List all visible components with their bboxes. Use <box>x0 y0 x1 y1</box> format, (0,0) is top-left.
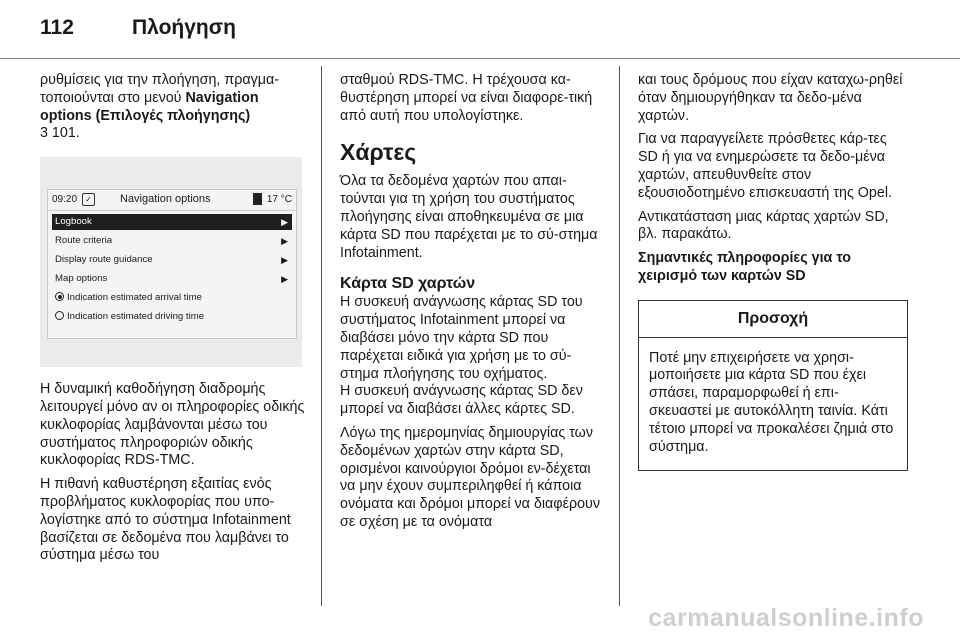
paragraph-map-date: Λόγω της ημερομηνίας δημιουργίας των δεδομένων χαρτών στην κάρτα SD, ορισμένοι καινούργιοι δρόμοι εν-δέχεται να μην έχουν συμπεριληφθεί ή κάποια ονόματα και δρόμοι μπορεί να διαφέρουν σε σχέση με τα ονόματα <box>340 424 600 530</box>
menu-item-map-options[interactable]: Map options ▶ <box>52 271 292 287</box>
screen-temperature: 17 °C <box>266 194 292 206</box>
chevron-right-icon: ▶ <box>281 274 288 285</box>
menu-item-display-route-guidance[interactable]: Display route guidance ▶ <box>52 252 292 268</box>
chevron-right-icon: ▶ <box>281 255 288 266</box>
radio-driving-time[interactable]: Indication estimated driving time <box>52 309 292 325</box>
heading-sd-handling: Σημαντικές πληροφορίες για το χειρισμό των καρτών SD <box>638 250 852 284</box>
nav-status-icon: ✓ <box>82 193 95 206</box>
screen-title: Navigation options <box>120 193 211 206</box>
caution-text: Ποτέ μην επιχειρήσετε να χρησι-μοποιήσετε μια κάρτα SD που έχει σπάσει, παραμορφωθεί ή επι-σκευαστεί με αυτοκόλλητη ταινία. Κάτι τέτοιο μπορεί να προκαλέσει ζημιά στο σύστημα. <box>649 349 894 455</box>
paragraph-order: Για να παραγγείλετε πρόσθετες κάρ-τες SD ή για να ενημερώσετε τα δεδο-μένα χαρτών, απευθυνθείτε στον εξουσιοδοτημένο επισκευαστή της Opel. <box>638 131 892 201</box>
screen-clock: 09:20 <box>52 194 78 206</box>
paragraph-delay: Η πιθανή καθυστέρηση εξαιτίας ενός προβλήματος κυκλοφορίας που υπο-λογίστηκε από το σύστημα Infotainment βασίζεται σε δεδομένα που λαμβάνει το σύστημα μέσω του <box>40 476 291 564</box>
page-reference: 3 101. <box>40 125 80 142</box>
fuel-icon <box>253 193 262 205</box>
paragraph-roads: και τους δρόμους που είχαν καταχω-ρηθεί όταν δημιουργήθηκαν τα δεδο-μένα χαρτών. <box>638 72 903 124</box>
column-1 <box>40 72 308 571</box>
heading-sd-card: Κάρτα SD χαρτών <box>340 275 476 293</box>
radio-arrival-time[interactable]: Indication estimated arrival time <box>52 290 292 306</box>
infotainment-screen <box>47 189 297 339</box>
caution-box <box>638 300 908 472</box>
paragraph-settings: ρυθμίσεις για την πλοήγηση, πραγμα-τοποιούνται στο μενού Navigation options (Επιλογές πλοήγησης) 3 101. <box>40 72 280 142</box>
page-header <box>40 16 236 40</box>
paragraph-replace: Αντικατάσταση μιας κάρτας χαρτών SD, βλ. παρακάτω. <box>638 208 889 243</box>
chevron-right-icon: ▶ <box>281 217 288 228</box>
page-number: 112 <box>40 16 74 39</box>
column-divider-2 <box>619 66 620 606</box>
screen-status-bar <box>48 190 296 211</box>
menu-item-logbook[interactable]: Logbook ▶ <box>52 214 292 230</box>
paragraph-sd-reader: Η συσκευή ανάγνωσης κάρτας SD του συστήματος Infotainment μπορεί να διαβάσει μόνο την κάρτα SD που παρέχεται ειδικά για χρήση με το σύ-στημα πλοήγησης του οχήματος. <box>340 294 583 382</box>
paragraph-rds: σταθμού RDS-TMC. Η τρέχουσα κα-θυστέρηση μπορεί να είναι διαφορε-τική από αυτή που υπολογίστηκε. <box>340 72 593 124</box>
watermark: carmanualsonline.info <box>648 604 924 632</box>
page-title: Πλοήγηση <box>132 16 236 39</box>
paragraph-dynamic-guidance: Η δυναμική καθοδήγηση διαδρομής λειτουργεί μόνο αν οι πληροφορίες οδικής κυκλοφορίας λαμβάνονται μέσω του συστήματος πληροφοριών οδικής κυκλοφορίας RDS-TMC. <box>40 381 305 469</box>
menu-item-route-criteria[interactable]: Route criteria ▶ <box>52 233 292 249</box>
header-divider <box>0 58 960 59</box>
caution-title: Προσοχή <box>639 301 907 338</box>
heading-maps: Χάρτες <box>340 139 417 166</box>
paragraph-sd-other: Η συσκευή ανάγνωσης κάρτας SD δεν μπορεί να διαβάσει άλλες κάρτες SD. <box>340 383 583 418</box>
column-3 <box>638 72 908 471</box>
chevron-right-icon: ▶ <box>281 236 288 247</box>
column-divider-1 <box>321 66 322 606</box>
menu-reference: Navigation options (Επιλογές πλοήγησης) <box>40 89 259 124</box>
radio-unselected-icon <box>55 311 64 320</box>
navigation-options-screenshot <box>40 157 302 367</box>
column-2 <box>340 72 608 538</box>
paragraph-map-data: Όλα τα δεδομένα χαρτών που απαι-τούνται για τη χρήση του συστήματος πλοήγησης είναι αποθηκευμένα σε μια κάρτα SD που παρέχεται με το σύ-στημα Infotainment. <box>340 173 598 261</box>
radio-selected-icon <box>55 292 64 301</box>
